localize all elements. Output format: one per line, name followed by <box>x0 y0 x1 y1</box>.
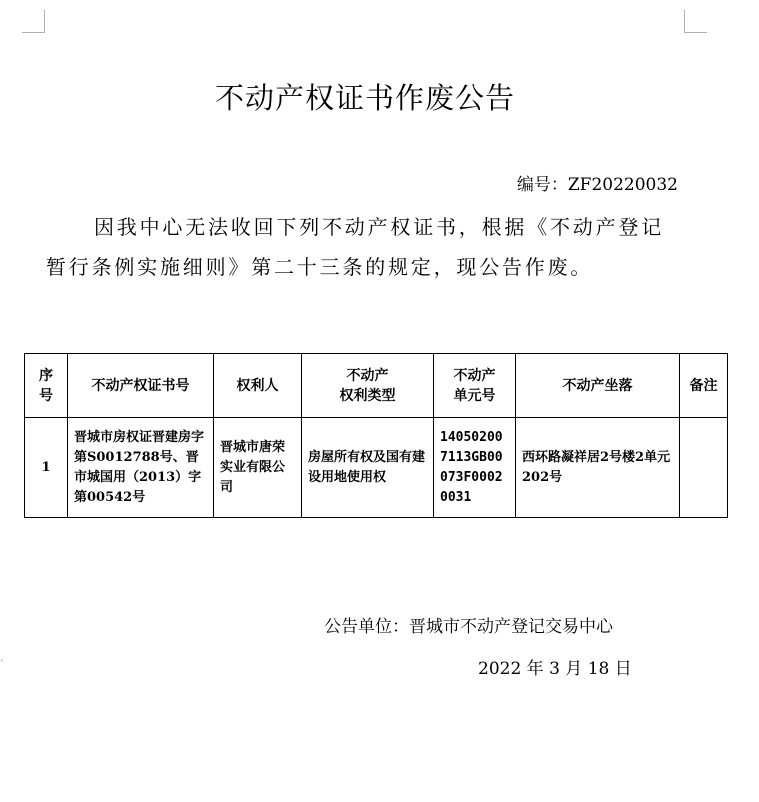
cell-owner: 晋城市唐荣实业有限公司 <box>214 418 302 518</box>
header-right-type: 不动产 权利类型 <box>302 354 434 418</box>
cell-cert-no: 晋城市房权证晋建房字第S0012788号、晋市城国用（2013）字第00542号 <box>68 418 214 518</box>
notice-body-paragraph: 因我中心无法收回下列不动产权证书，根据《不动产登记暂行条例实施细则》第二十三条的规定，现公告作废。 <box>46 215 664 279</box>
header-location: 不动产坐落 <box>516 354 680 418</box>
header-remark: 备注 <box>680 354 728 418</box>
issuing-unit: 公告单位：晋城市不动产登记交易中心 <box>324 617 613 637</box>
notice-date: 2022 年 3 月 18 日 <box>478 659 632 679</box>
header-cert-no: 不动产权证书号 <box>68 354 214 418</box>
cell-right-type: 房屋所有权及国有建设用地使用权 <box>302 418 434 518</box>
cell-seq: 1 <box>25 418 68 518</box>
header-owner: 权利人 <box>214 354 302 418</box>
voided-certificates-table <box>24 353 728 518</box>
header-seq: 序 号 <box>25 354 68 418</box>
page-corner-mark-top-right <box>684 10 707 33</box>
cell-location: 西环路凝祥居2号楼2单元202号 <box>516 418 680 518</box>
cell-remark <box>680 418 728 518</box>
document-number: 编号：ZF20220032 <box>516 175 678 195</box>
header-unit-no: 不动产 单元号 <box>434 354 516 418</box>
table-row <box>25 418 728 518</box>
table-header-row <box>25 354 728 418</box>
page-corner-mark-top-left <box>22 10 45 33</box>
margin-marker-icon: ‹ <box>0 656 4 666</box>
cell-unit-no: 140502007113GB00073F00020031 <box>434 418 516 518</box>
notice-title: 不动产权证书作废公告 <box>214 81 515 115</box>
